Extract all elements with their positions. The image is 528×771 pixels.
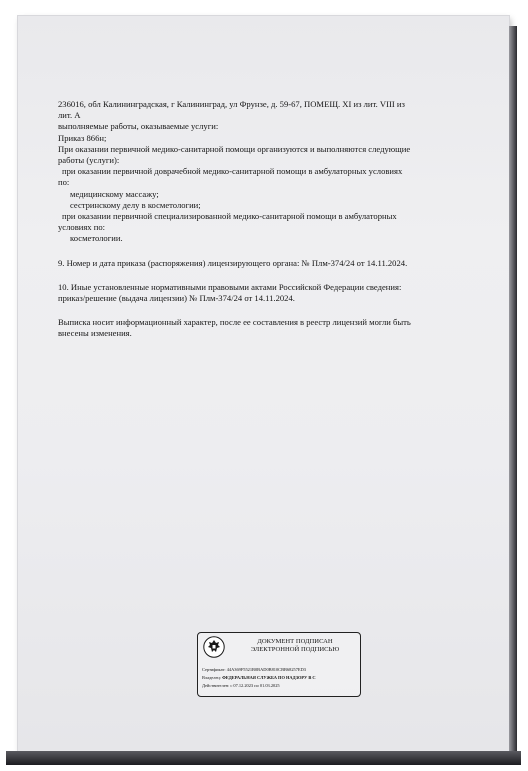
note-line-2: внесены изменения.	[58, 328, 132, 339]
specialized-line-1: при оказании первичной специализированной медико-санитарной помощи в амбулаторных	[62, 211, 397, 222]
item-9-order: 9. Номер и дата приказа (распоряжения) лицензирующего органа: № Плм-374/24 от 14.11.2024.	[58, 257, 408, 268]
stamp-owner: Владелец: ФЕДЕРАЛЬНАЯ СЛУЖБА ПО НАДЗОРУ В С	[202, 675, 316, 680]
works-heading: выполняемые работы, оказываемые услуги:	[58, 121, 219, 132]
service-massage: медицинскому массажу;	[70, 188, 159, 199]
stamp-validity: Действителен: с 07.12.2023 по 01.03.2025	[202, 683, 280, 688]
stamp-title-line-1: ДОКУМЕНТ ПОДПИСАН	[257, 638, 333, 645]
stamp-certificate: Сертификат: 44A369F5521B0BAD0B810CBB68257ED3	[202, 667, 306, 672]
address-line-2: лит. А	[58, 110, 81, 121]
sheet-shadow-right	[509, 26, 517, 756]
primary-care-line-1: При оказании первичной медико-санитарной помощи организуются и выполняются следующие	[58, 143, 411, 154]
prehospital-line-1: при оказании первичной доврачебной медико-санитарной помощи в амбулаторных условиях	[62, 166, 403, 177]
stamp-title-line-2: ЭЛЕКТРОННОЙ ПОДПИСЬЮ	[250, 646, 340, 653]
note-line-1: Выписка носит информационный характер, после ее составления в реестр лицензий могли быть	[58, 317, 411, 328]
service-cosmetology: косметологии.	[70, 233, 123, 244]
electronic-signature-stamp	[197, 632, 361, 697]
stamp-title	[234, 638, 356, 654]
item-10-line-2: приказ/решение (выдача лицензии) № Плм-374/24 от 14.11.2024.	[58, 293, 295, 304]
order-reference: Приказ 866н;	[58, 132, 107, 143]
sheet-shadow-bottom	[6, 751, 521, 765]
prehospital-line-2: по:	[58, 177, 70, 188]
primary-care-line-2: работы (услуги):	[58, 155, 120, 166]
specialized-line-2: условиях по:	[58, 222, 106, 233]
coat-of-arms-icon	[203, 636, 225, 658]
item-10-line-1: 10. Иные установленные нормативными правовыми актами Российской Федерации сведения:	[58, 281, 402, 292]
document-text	[58, 99, 468, 340]
service-nursing-cosmetology: сестринскому делу в косметологии;	[70, 199, 201, 210]
address-line-1: 236016, обл Калининградская, г Калининград, ул Фрунзе, д. 59-67, ПОМЕЩ. XI из лит. VIII из	[58, 99, 405, 109]
